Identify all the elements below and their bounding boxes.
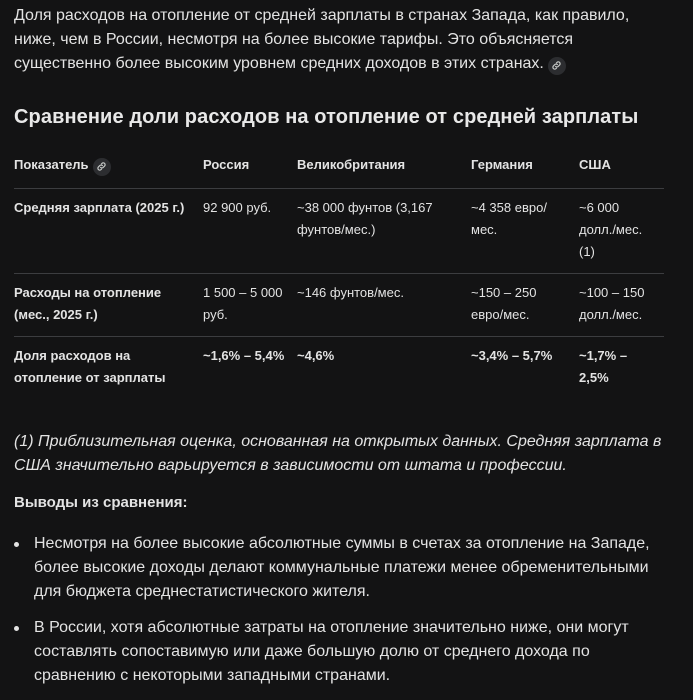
- source-link-icon[interactable]: [548, 57, 566, 75]
- cell-russia: 92 900 руб.: [203, 189, 297, 274]
- table-row: [14, 189, 664, 274]
- cell-uk: ~38 000 фунтов (3,167 фунтов/мес.): [297, 189, 471, 274]
- cell-uk: ~4,6%: [297, 337, 471, 400]
- header-germany: Германия: [471, 157, 533, 172]
- header-usa: США: [579, 157, 611, 172]
- comparison-table: [14, 148, 664, 399]
- bullet-icon: [14, 542, 19, 547]
- table-row: [14, 274, 664, 337]
- section-title: Сравнение доли расходов на отопление от средней зарплаты: [14, 106, 639, 128]
- footnote: (1) Приблизительная оценка, основанная на открытых данных. Средняя зарплата в США значительно варьируется в зависимости от штата и профессии.: [14, 433, 662, 474]
- row-label: Средняя зарплата (2025 г.): [14, 189, 203, 274]
- cell-usa: ~1,7% – 2,5%: [579, 337, 664, 400]
- table-header-row: [14, 148, 664, 189]
- list-item: В России, хотя абсолютные затраты на отопление значительно ниже, они могут составлять сопоставимую или даже большую долю от среднего дохода по сравнению с некоторыми западными странами.: [14, 616, 674, 688]
- response-content: [14, 0, 674, 684]
- cell-russia: 1 500 – 5 000 руб.: [203, 274, 297, 337]
- bullet-icon: [14, 626, 19, 631]
- header-indicator: Показатель: [14, 148, 203, 189]
- list-item: Несмотря на более высокие абсолютные суммы в счетах за отопление на Западе, более высокие доходы делают коммунальные платежи менее обременительными для бюджета среднестатистического жителя.: [14, 532, 674, 604]
- cell-germany: ~3,4% – 5,7%: [471, 337, 579, 400]
- intro-text: Доля расходов на отопление от средней зарплаты в странах Запада, как правило, ниже, чем в России, несмотря на более высокие тарифы. Это объясняется существенно более высоким уровнем средних доходов в этих странах.: [14, 7, 630, 72]
- row-label: Расходы на отопление (мес., 2025 г.): [14, 274, 203, 337]
- cell-russia: ~1,6% – 5,4%: [203, 337, 297, 400]
- conclusions-list: [14, 532, 674, 700]
- conclusions-title: Выводы из сравнения:: [14, 494, 188, 511]
- header-russia: Россия: [203, 157, 250, 172]
- table-row: [14, 337, 664, 400]
- intro-paragraph: [14, 4, 674, 76]
- cell-germany: ~4 358 евро/мес.: [471, 189, 579, 274]
- cell-usa: ~6 000 долл./мес. (1): [579, 189, 664, 274]
- header-uk: Великобритания: [297, 157, 406, 172]
- cell-germany: ~150 – 250 евро/мес.: [471, 274, 579, 337]
- link-icon[interactable]: [93, 158, 111, 176]
- row-label: Доля расходов на отопление от зарплаты: [14, 337, 203, 400]
- cell-usa: ~100 – 150 долл./мес.: [579, 274, 664, 337]
- cell-uk: ~146 фунтов/мес.: [297, 274, 471, 337]
